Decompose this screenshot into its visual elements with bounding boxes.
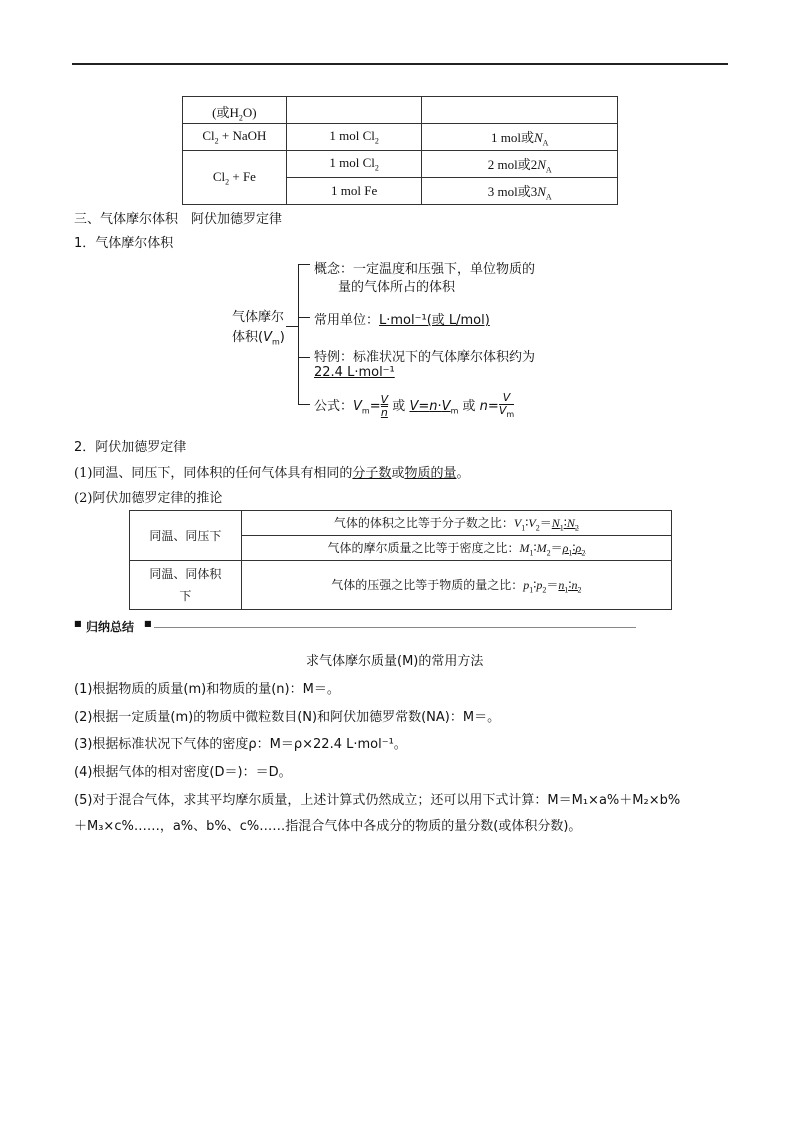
cell-text: 气体的体积之比等于分子数之比：	[333, 515, 514, 530]
law-text: 或	[391, 466, 405, 481]
brace-tick	[298, 404, 310, 405]
unit-label: 常用单位：	[314, 313, 380, 328]
brace-tick	[298, 264, 310, 265]
summary-item: (5)对于混合气体，求其平均摩尔质量，上述计算式仍然成立；还可以用下式计算：M＝M₁×a%＋M₂×b%	[74, 793, 681, 808]
table-cell: 2 mol或$2N_A$	[422, 151, 618, 178]
table-row	[183, 151, 618, 178]
cell-text: 气体的摩尔质量之比等于密度之比：	[327, 540, 520, 555]
table-row	[130, 511, 672, 536]
summary-item: (4)根据气体的相对密度(D＝)：＝D。	[74, 765, 292, 780]
summary-item: ＋M₃×c%……，a%、b%、c%……指混合气体中各成分的物质的量分数(或体积分数)。	[74, 819, 582, 834]
table-cell: 1 mol或$N_A$	[422, 124, 618, 151]
table-cell: 气体的体积之比等于分子数之比：$V_1∶V_2=N_1∶N_2$	[241, 511, 671, 536]
diagram-center-line2: 体积$(V_m)$	[232, 330, 285, 347]
formula-label: 公式：	[314, 399, 354, 415]
summary-item: (2)根据一定质量(m)的物质中微粒数目(N)和阿伏加德罗常数(NA)：M＝。	[74, 710, 501, 725]
summary-rule	[154, 627, 636, 628]
table-cell: 1 mol Fe	[286, 178, 422, 205]
subsection-title: 2．阿伏加德罗定律	[74, 440, 187, 455]
unit-line	[314, 309, 490, 328]
table-cell: 1 mol $Cl_2$	[286, 124, 422, 151]
brace-tick	[298, 357, 310, 358]
table-cell	[130, 561, 242, 610]
diagram-brace	[298, 264, 311, 404]
cell-text: 下	[179, 589, 192, 603]
table-cell	[286, 97, 422, 124]
table-cell: 3 mol或$3N_A$	[422, 178, 618, 205]
summary-item: (1)根据物质的质量(m)和物质的量(n)：M＝。	[74, 682, 340, 697]
answer-molecules: 分子数	[352, 466, 392, 481]
diagram-center-line1: 气体摩尔	[232, 310, 285, 325]
section-title: 三、气体摩尔体积 阿伏加德罗定律	[74, 212, 283, 227]
table-row	[183, 124, 618, 151]
header-rule	[72, 63, 728, 65]
reaction-table	[182, 96, 618, 205]
subsection-title: 1．气体摩尔体积	[74, 236, 174, 251]
table-cell: 同温、同压下	[130, 511, 242, 561]
formula-or: 或	[462, 399, 476, 415]
special-line1: 特例：标准状况下的气体摩尔体积约为	[314, 350, 536, 365]
corollary-title: (2)阿伏加德罗定律的推论	[74, 491, 223, 506]
table-row	[130, 561, 672, 610]
summary-bar	[74, 620, 636, 634]
concept-line1: 概念：一定温度和压强下，单位物质的	[314, 262, 536, 277]
table-cell: $Cl_2$ + NaOH	[183, 124, 287, 151]
cell-text: 同温、同体积	[149, 567, 222, 581]
summary-tag: 归纳总结	[86, 620, 135, 634]
brace-tick	[298, 317, 310, 318]
bullet-icon: ■	[74, 619, 82, 628]
table-cell	[422, 97, 618, 124]
table-cell: (或$H_2O$)	[183, 97, 287, 124]
table-cell: 气体的压强之比等于物质的量之比：$p_1∶p_2=n_1∶n_2$	[241, 561, 671, 610]
bullet-icon: ■	[144, 619, 152, 628]
table-row	[183, 97, 618, 124]
brace-stem	[286, 326, 298, 327]
formula-line: 公式：$V_m=$ $\frac{V}{n}$ 或 $V=n\cdot V_m$ 或 n= $\frac{V}{V_m}$	[314, 391, 515, 420]
answer-amount: 物质的量	[404, 466, 457, 481]
cell-text: 气体的压强之比等于物质的量之比：	[331, 577, 524, 592]
table-cell: $Cl_2 + Fe$	[183, 151, 287, 205]
summary-title: 求气体摩尔质量(M)的常用方法	[306, 654, 484, 669]
table-cell: 气体的摩尔质量之比等于密度之比：$M_1∶M_2=\rho_1∶\rho_2$	[241, 536, 671, 561]
special-line2: 22.4 L·mol⁻¹	[314, 365, 395, 380]
table-cell: 1 mol $Cl_2$	[286, 151, 422, 178]
concept-line2: 量的气体所占的体积	[338, 280, 456, 295]
summary-item: (3)根据标准状况下气体的密度ρ：M＝ρ×22.4 L·mol⁻¹。	[74, 737, 407, 752]
unit-value: L·mol⁻¹(或 L/mol)	[379, 313, 490, 328]
law-text: 。	[456, 466, 470, 481]
corollary-table	[129, 510, 672, 610]
law-text: (1)同温、同压下，同体积的任何气体具有相同的	[74, 466, 353, 481]
formula-or: 或	[392, 399, 406, 415]
law-statement	[74, 462, 469, 481]
